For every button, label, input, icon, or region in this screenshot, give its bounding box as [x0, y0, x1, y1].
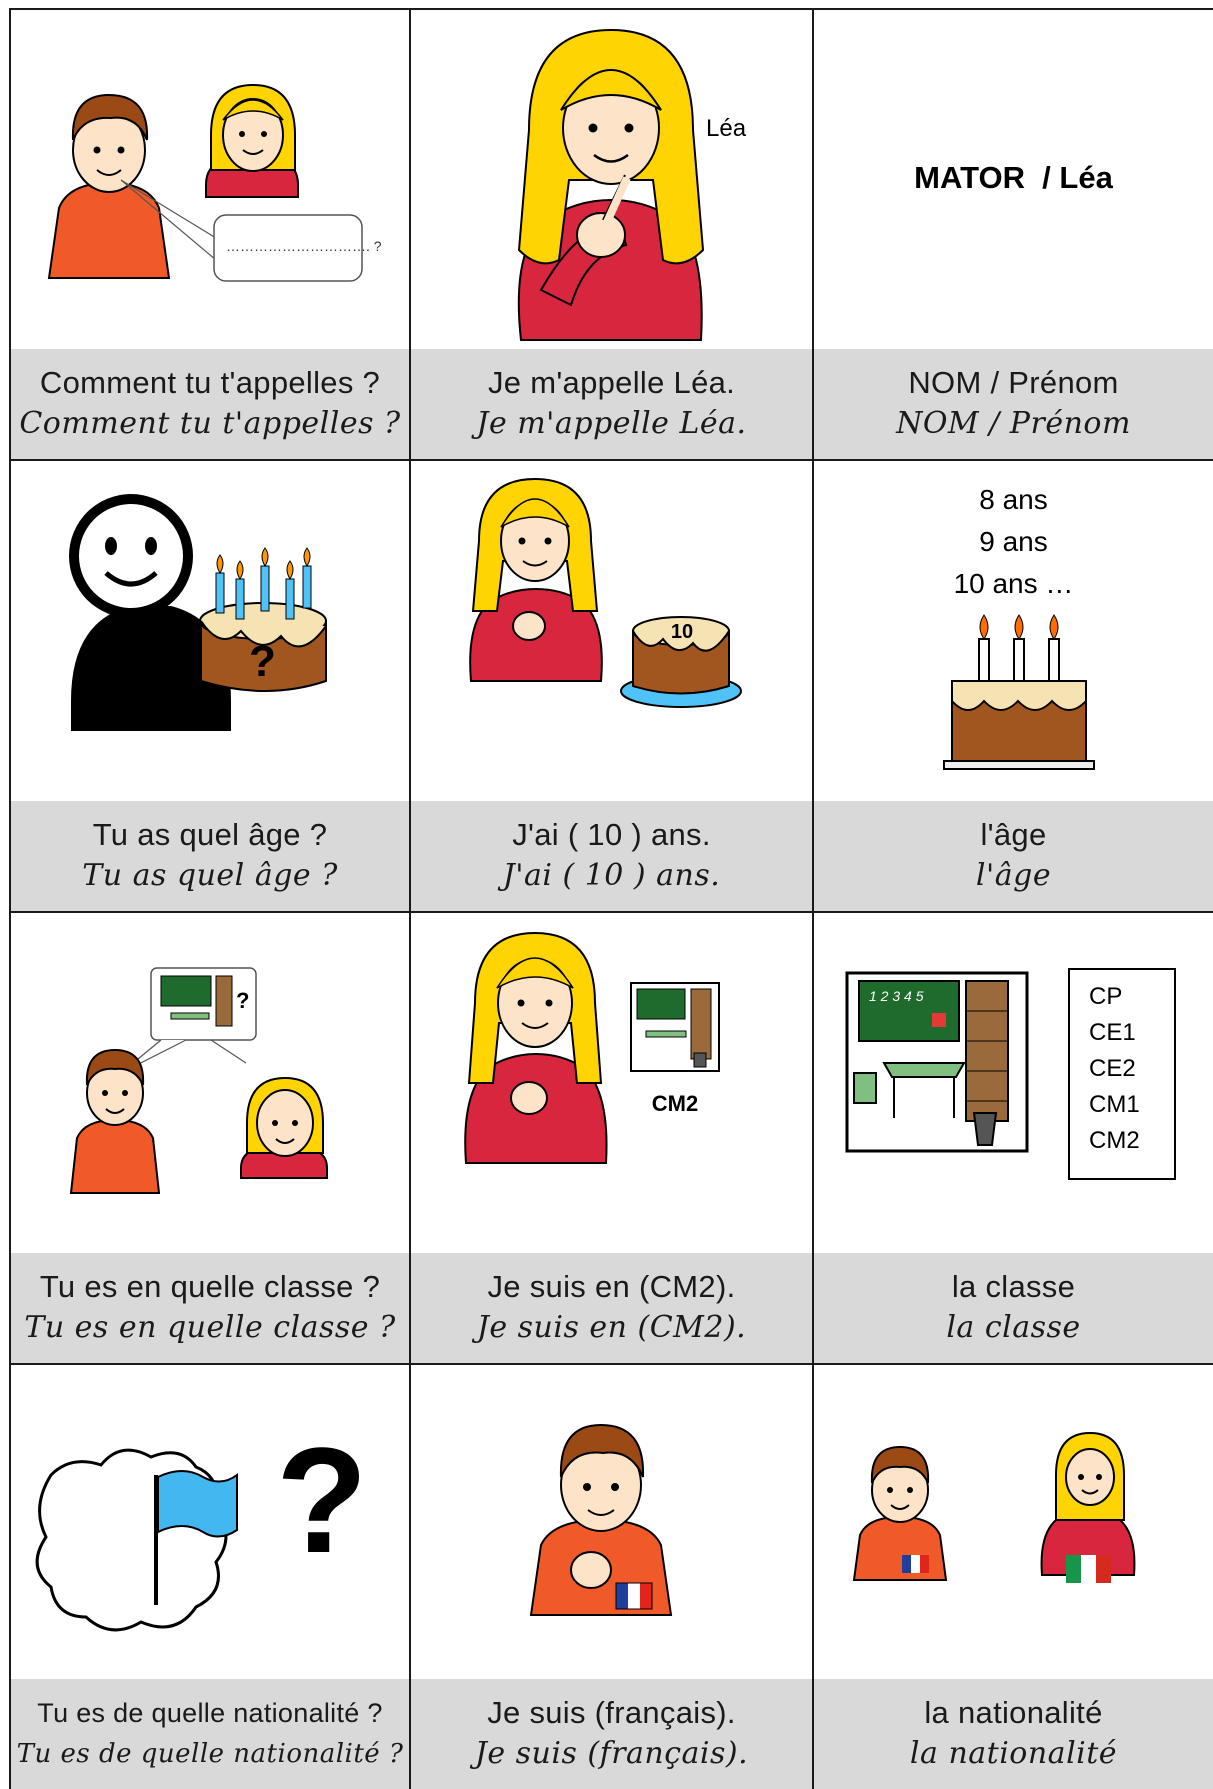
boy-girl-classroom-bubble [11, 913, 409, 1253]
age-line: 10 ans … [953, 568, 1074, 599]
caption [11, 801, 409, 911]
caption-print: Tu es en quelle classe ? [39, 1269, 381, 1304]
age-line: 9 ans [979, 526, 1048, 557]
caption-print: la classe [951, 1269, 1076, 1304]
card-nationality-answer [409, 1363, 812, 1789]
question-mark-symbol: ? [276, 1416, 368, 1584]
girl-with-cake-illustration [411, 461, 812, 801]
card-age-vocab [812, 459, 1213, 911]
speech-bubble-text: …………………………. ? [226, 238, 382, 254]
card-name-vocab [812, 8, 1213, 459]
caption [411, 1253, 812, 1363]
caption-print: Tu as quel âge ? [92, 817, 328, 852]
class-level-item: CE1 [1089, 1019, 1136, 1046]
card-nationality-question [9, 1363, 409, 1789]
picto-boy-asks-class [11, 913, 409, 1253]
caption-script: l'âge [975, 858, 1052, 893]
class-level-item: CM2 [1089, 1127, 1140, 1154]
class-level-label: CM2 [651, 1091, 699, 1116]
caption [11, 1679, 409, 1789]
caption [814, 801, 1213, 911]
caption-script: J'ai ( 10 ) ans. [502, 858, 721, 893]
card-name-answer [409, 8, 812, 459]
card-class-answer [409, 911, 812, 1363]
svg-text:?: ? [249, 637, 276, 686]
caption [814, 1253, 1213, 1363]
class-level-item: CE2 [1089, 1055, 1136, 1082]
caption-print: Je suis (français). [487, 1695, 736, 1730]
caption [411, 801, 812, 911]
person-with-cake-illustration [11, 461, 409, 801]
card-class-question [9, 911, 409, 1363]
caption [411, 349, 812, 459]
picto-girl-classroom [411, 913, 812, 1253]
caption-script: NOM / Prénom [896, 406, 1131, 441]
caption [411, 1679, 812, 1789]
picto-girl-with-cake [411, 461, 812, 801]
picto-girl-pointing-self [411, 10, 812, 349]
class-level-list [1089, 979, 1140, 1159]
vocabulary-card-grid [9, 8, 1213, 1789]
caption [11, 1253, 409, 1363]
caption-script: Tu es en quelle classe ? [24, 1310, 396, 1345]
caption-script: la classe [946, 1310, 1081, 1345]
class-level-item: CP [1089, 983, 1123, 1010]
card-name-question [9, 8, 409, 459]
vocab-illustration [814, 1365, 1213, 1679]
boy-girl-speech-illustration [11, 10, 409, 350]
boy-with-french-flag-illustration [411, 1365, 812, 1681]
vocab-illustration [814, 913, 1213, 1253]
birthday-cake-illustration [814, 461, 1213, 801]
card-age-question [9, 459, 409, 911]
caption-print: J'ai ( 10 ) ans. [512, 817, 711, 852]
caption-print: NOM / Prénom [908, 365, 1119, 400]
caption-print: Tu es de quelle nationalité ? [37, 1698, 383, 1728]
caption-print: Je suis en (CM2). [487, 1269, 736, 1304]
classroom-illustration [814, 913, 1213, 1253]
caption-script: la nationalité [909, 1736, 1118, 1771]
name-label: Léa [706, 115, 747, 142]
girl-pointing-illustration [411, 10, 812, 350]
vocab-illustration [814, 10, 1213, 349]
boy-girl-flags-illustration [814, 1365, 1213, 1681]
picto-person-cake-question [11, 461, 409, 801]
caption-script: Je suis en (CM2). [476, 1310, 747, 1345]
card-nationality-vocab [812, 1363, 1213, 1789]
age-line: 8 ans [979, 484, 1048, 515]
caption [814, 1679, 1213, 1789]
caption-script: Comment tu t'appelles ? [19, 406, 401, 441]
card-class-vocab [812, 911, 1213, 1363]
svg-text:?: ? [236, 988, 250, 1013]
cake-number-label: 10 [670, 621, 694, 643]
caption-script: Tu es de quelle nationalité ? [16, 1739, 404, 1769]
picto-boy-french [411, 1365, 812, 1679]
vocab-illustration [814, 461, 1213, 801]
girl-with-classroom-illustration [411, 913, 812, 1253]
class-level-item: CM1 [1089, 1091, 1140, 1118]
svg-text:1 2 3 4 5: 1 2 3 4 5 [869, 988, 924, 1004]
caption-script: Je m'appelle Léa. [476, 406, 747, 441]
caption-print: Je m'appelle Léa. [487, 365, 736, 400]
picto-boy-asks-girl [11, 10, 409, 349]
caption-print: l'âge [980, 817, 1047, 852]
caption [814, 349, 1213, 459]
caption-print: la nationalité [924, 1695, 1103, 1730]
picto-country-flag-question [11, 1365, 409, 1679]
caption-script: Tu as quel âge ? [82, 858, 338, 893]
caption-script: Je suis (français). [474, 1736, 749, 1771]
caption [11, 349, 409, 459]
caption-print: Comment tu t'appelles ? [39, 365, 381, 400]
name-format-label: MATOR / Léa [914, 160, 1113, 195]
card-age-answer [409, 459, 812, 911]
